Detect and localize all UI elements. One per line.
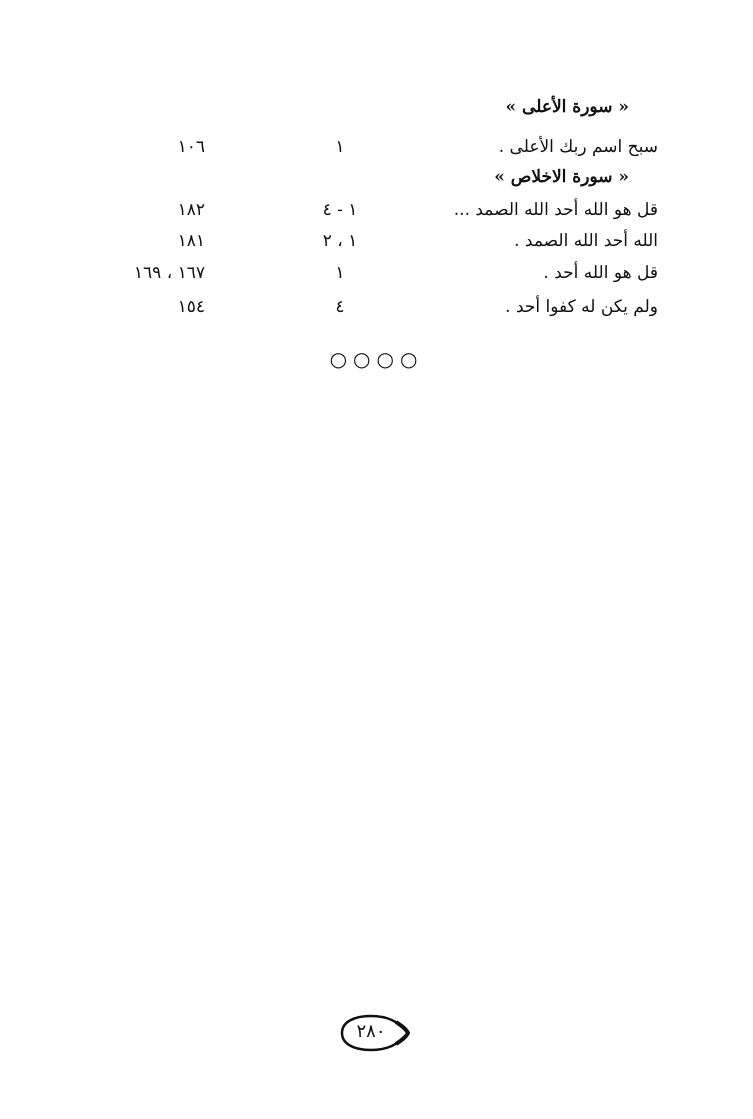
index-row	[0, 231, 753, 261]
ayah-number: ١	[335, 263, 345, 283]
page-refs: ١٠٦	[177, 137, 205, 157]
page-number: ٢٨٠	[356, 1021, 386, 1042]
index-row	[0, 200, 753, 230]
page-refs: ١٨٢	[177, 200, 205, 220]
verse-text: قل هو الله أحد .	[543, 263, 658, 283]
verse-text: سبح اسم ربك الأعلى .	[498, 137, 658, 157]
verse-text: ولم يكن له كفوا أحد .	[505, 297, 658, 317]
ayah-number: ١ ، ٢	[322, 231, 358, 251]
surah-heading-al-ala: « سورة الأعلى »	[505, 97, 629, 117]
index-row	[0, 297, 753, 327]
page-number-badge	[338, 1013, 410, 1053]
ayah-number: ٤	[335, 297, 345, 317]
index-row	[0, 137, 753, 167]
section-divider: ○○○○	[329, 347, 424, 371]
index-row	[0, 263, 753, 293]
page-refs: ١٦٧ ، ١٦٩	[133, 263, 205, 283]
verse-text: الله أحد الله الصمد .	[514, 231, 658, 251]
ayah-number: ١ - ٤	[322, 200, 358, 220]
page-refs: ١٨١	[177, 231, 205, 251]
ayah-number: ١	[335, 137, 345, 157]
verse-text: قل هو الله أحد الله الصمد ...	[453, 200, 658, 220]
surah-heading-al-ikhlas: « سورة الاخلاص »	[494, 167, 629, 187]
page-refs: ١٥٤	[177, 297, 205, 317]
